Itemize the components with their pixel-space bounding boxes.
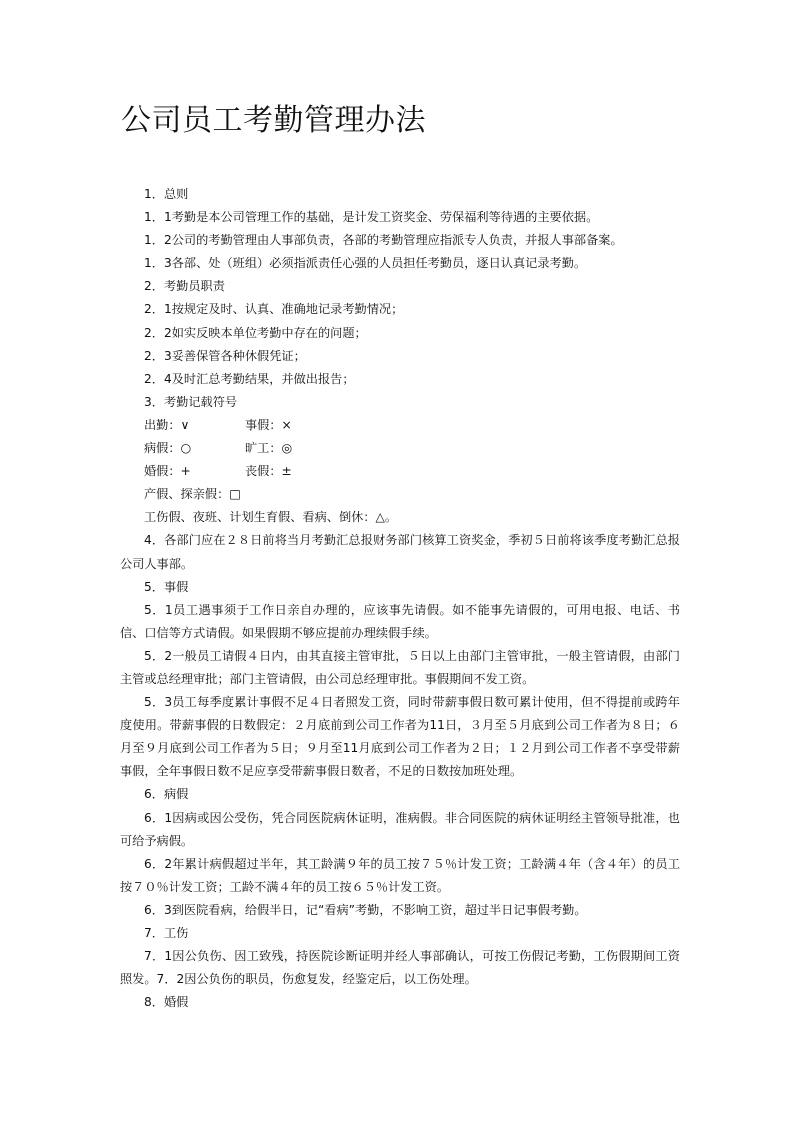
section-7-text: 7．1因公负伤、因工致残，持医院诊断证明并经人事部确认，可按工伤假记考勤，工伤假期间工资照发。7．2因公负伤的职员，伤愈复发，经鉴定后，以工伤处理。 <box>120 949 680 987</box>
section-5-item-2: 5．2一般员工请假４日内，由其直接主管审批，５日以上由部门主管审批，一般主管请假，由部门主管或总经理审批；部门主管请假，由公司总经理审批。事假期间不发工资。 <box>120 648 680 686</box>
symbol-bereavement-leave: 丧假：± <box>245 464 292 479</box>
symbol-marriage-leave: 婚假：+ <box>144 464 191 479</box>
section-2-item-4: 2．4及时汇总考勤结果，并做出报告； <box>144 371 355 386</box>
section-8-heading: 8．婚假 <box>144 995 189 1010</box>
section-1-item-2: 1．2公司的考勤管理由人事部负责，各部的考勤管理应指派专人负责，并报人事部备案。 <box>144 233 623 248</box>
section-6-item-3: 6．3到医院看病，给假半日，记“看病”考勤，不影响工资，超过半日记事假考勤。 <box>144 902 587 917</box>
section-7-heading: 7．工伤 <box>144 926 189 940</box>
section-5-item-1: 5．1员工遇事须于工作日亲自办理的，应该事先请假。如不能事先请假的，可用电报、电话、书信、口信等方式请假。如果假期不够应提前办理续假手续。 <box>120 602 680 640</box>
section-2-item-1: 2．1按规定及时、认真、准确地记录考勤情况； <box>144 302 404 317</box>
symbol-absence: 旷工：◎ <box>245 441 293 456</box>
symbol-row <box>120 437 680 460</box>
section-1-item-3: 1．3各部、处（班组）必须指派责任心强的人员担任考勤员，逐日认真记录考勤。 <box>144 256 587 271</box>
symbol-sick-leave: 病假：○ <box>144 441 192 456</box>
section-2-item-2: 2．2如实反映本单位考勤中存在的问题； <box>144 325 367 340</box>
symbol-injury-leave: 工伤假、夜班、计划生育假、看病、倒休：△。 <box>144 510 398 525</box>
symbol-personal-leave: 事假：× <box>245 417 292 432</box>
section-1-item-1: 1．1考勤是本公司管理工作的基础，是计发工资奖金、劳保福利等待遇的主要依据。 <box>144 210 599 225</box>
section-6-item-1: 6．1因病或因公受伤，凭合同医院病休证明，准病假。非合同医院的病休证明经主管领导批准，也可给予病假。 <box>120 810 680 848</box>
document-body <box>120 183 680 1014</box>
section-4-text: 4．各部门应在２８日前将当月考勤汇总报财务部门核算工资奖金，季初５日前将该季度考勤汇总报公司人事部。 <box>120 533 680 571</box>
section-5-heading: 5．事假 <box>144 579 189 594</box>
symbol-row <box>120 414 680 437</box>
section-2-heading: 2．考勤员职责 <box>144 279 225 294</box>
symbol-attendance: 出勤：∨ <box>144 417 190 432</box>
section-6-heading: 6．病假 <box>144 787 189 802</box>
document-title: 公司员工考勤管理办法 <box>121 103 426 138</box>
symbol-row <box>120 460 680 483</box>
symbol-maternity-leave: 产假、探亲假：□ <box>144 487 241 502</box>
section-6-item-2: 6．2年累计病假超过半年，其工龄满９年的员工按７５％计发工资；工龄满４年（含４年）的员工按７０％计发工资；工龄不满４年的员工按６５％计发工资。 <box>120 856 680 894</box>
section-5-item-3: 5．3员工每季度累计事假不足４日者照发工资，同时带薪事假日数可累计使用，但不得提前或跨年度使用。带薪事假的日数假定：２月底前到公司工作者为11日，３月至５月底到公司工作者为８日；６月至９月底到公司工作者为５日；９月至11月底到公司工作者为２日；１２月到公司工作者不享受带薪事假，全年事假日数不足应享受带薪事假日数者，不足的日数按加班处理。 <box>120 695 680 779</box>
section-2-item-3: 2．3妥善保管各种休假凭证； <box>144 348 306 363</box>
section-3-heading: 3．考勤记载符号 <box>144 394 238 409</box>
section-1-heading: 1．总则 <box>144 187 189 201</box>
